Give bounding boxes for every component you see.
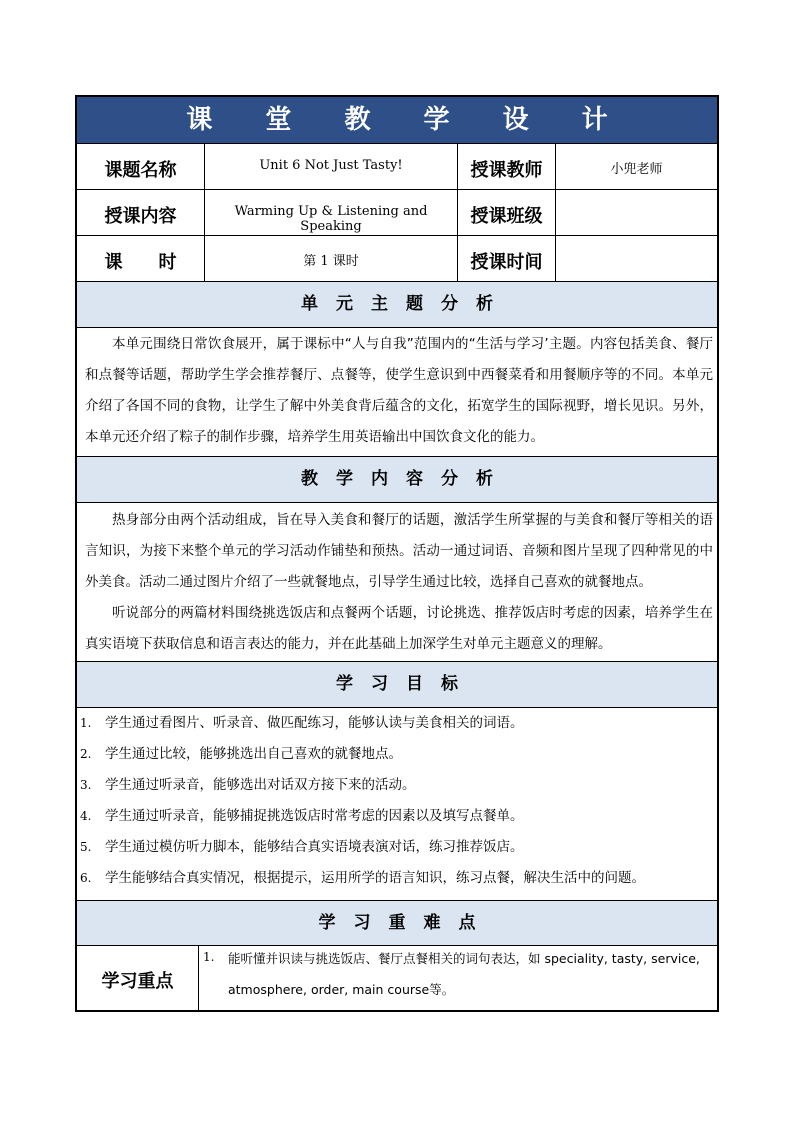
unit-analysis-heading: 单元主题分析	[77, 282, 717, 327]
class-label: 授课班级	[470, 206, 543, 227]
objective-number: 2.	[80, 747, 92, 761]
objective-number: 3.	[80, 778, 92, 792]
objective-item	[77, 708, 717, 739]
objective-number: 6.	[80, 871, 92, 885]
objectives-list	[77, 708, 717, 900]
objective-text: 学生能够结合真实情况，根据提示，运用所学的语言知识，练习点餐，解决生活中的问题。	[105, 870, 645, 886]
objective-text: 学生通过比较，能够挑选出自己喜欢的就餐地点。	[105, 746, 402, 762]
unit-analysis-text: 本单元围绕日常饮食展开，属于课标中“人与自我”范围内的“生活与学习’主题。内容包括美食、餐厅和点餐等话题，帮助学生学会推荐餐厅、点餐等，使学生意识到中西餐菜肴和用餐顺序等的不同。本单元介绍了各国不同的食物，让学生了解中外美食背后蕴含的文化，拓宽学生的国际视野，增长见识。另外，本单元还介绍了粽子的制作步骤，培养学生用英语输出中国饮食文化的能力。	[85, 336, 713, 445]
objective-number: 1.	[80, 716, 92, 730]
objectives-heading: 学习目标	[77, 662, 717, 707]
document-title: 课 堂 教 学 设 计	[77, 97, 717, 143]
objective-text: 学生通过看图片、听录音、做匹配练习，能够认读与美食相关的词语。	[105, 715, 524, 731]
divider	[77, 189, 717, 190]
objective-item	[77, 863, 717, 894]
objective-number: 4.	[80, 809, 92, 823]
period-value: 第 1 课时	[303, 254, 359, 269]
teacher-label: 授课教师	[470, 160, 543, 181]
key-point-line-1: 能听懂并识读与挑选饭店、餐厅点餐相关的词句表达，如 speciality, tasty, service,	[228, 951, 700, 966]
content-label: 授课内容	[104, 206, 177, 227]
content-analysis-body	[77, 503, 717, 660]
content-analysis-heading: 教学内容分析	[77, 457, 717, 502]
divider	[198, 946, 199, 1010]
key-point-number: 1.	[203, 950, 215, 964]
objective-item	[77, 770, 717, 801]
topic-value: Unit 6 Not Just Tasty!	[259, 158, 403, 173]
objective-item	[77, 832, 717, 863]
content-value: Warming Up & Listening and Speaking	[234, 204, 428, 234]
key-points-heading: 学习重难点	[77, 901, 717, 945]
objective-text: 学生通过模仿听力脚本，能够结合真实语境表演对话，练习推荐饭店。	[105, 839, 524, 855]
objective-text: 学生通过听录音，能够选出对话双方接下来的活动。	[105, 777, 416, 793]
topic-label: 课题名称	[104, 160, 177, 181]
key-point-line-2: atmosphere, order, main course等。	[228, 982, 455, 997]
lesson-plan-table	[75, 95, 719, 1012]
period-label: 课 时	[104, 252, 177, 273]
key-points-row	[77, 946, 717, 1010]
teacher-value: 小兜老师	[610, 162, 663, 177]
info-grid	[77, 144, 717, 282]
key-points-label: 学习重点	[101, 971, 174, 992]
content-analysis-paragraph-2: 听说部分的两篇材料围绕挑选饭店和点餐两个话题，讨论挑选、推荐饭店时考虑的因素，培养学生在真实语境下获取信息和语言表达的能力，并在此基础上加深学生对单元主题意义的理解。	[85, 605, 713, 652]
objective-item	[77, 739, 717, 770]
objective-number: 5.	[80, 840, 92, 854]
unit-analysis-body	[77, 328, 717, 456]
time-label: 授课时间	[470, 252, 543, 273]
objective-item	[77, 801, 717, 832]
objective-text: 学生通过听录音，能够捕捉挑选饭店时常考虑的因素以及填写点餐单。	[105, 808, 524, 824]
divider	[77, 235, 717, 236]
content-analysis-paragraph-1: 热身部分由两个活动组成，旨在导入美食和餐厅的话题，激活学生所掌握的与美食和餐厅等相关的语言知识，为接下来整个单元的学习活动作铺垫和预热。活动一通过词语、音频和图片呈现了四种常见的中外美食。活动二通过图片介绍了一些就餐地点，引导学生通过比较，选择自己喜欢的就餐地点。	[85, 512, 713, 590]
